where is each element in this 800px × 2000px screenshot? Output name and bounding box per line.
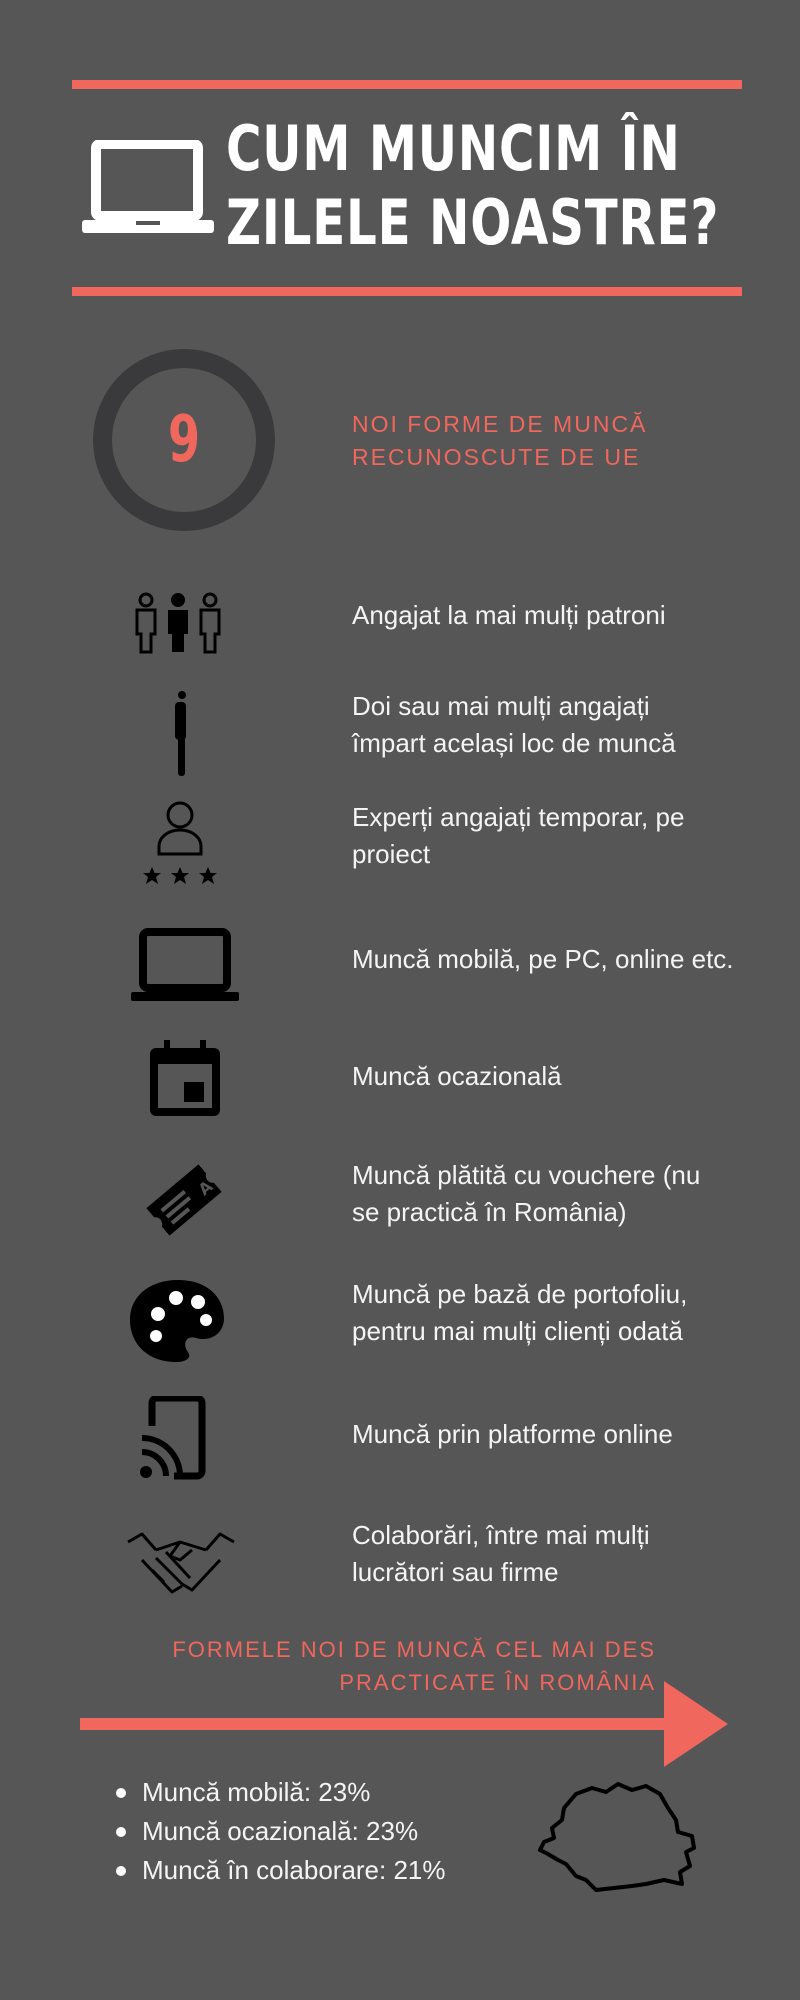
- arrow-bar: [80, 1718, 680, 1730]
- person-side-icon: [168, 690, 192, 776]
- romania-map-icon: [536, 1780, 700, 1892]
- item-multiple-employers: Angajat la mai mulți patroni: [352, 600, 666, 630]
- item-collaborations: Colaborări, între mai mulți lucrători sau firme: [352, 1520, 650, 1587]
- arrow-head: [664, 1681, 728, 1767]
- stat-item: Muncă mobilă: 23%: [112, 1773, 446, 1812]
- tap-device-icon: [140, 1396, 206, 1480]
- counter-label: NOI FORME DE MUNCĂ RECUNOSCUTE DE UE: [352, 411, 648, 470]
- counter-value: 9: [167, 403, 201, 477]
- top-divider: [72, 80, 742, 89]
- item-mobile-work: Muncă mobilă, pe PC, online etc.: [352, 944, 734, 974]
- expert-rating-icon: [143, 800, 217, 886]
- page-title: CUM MUNCIM ÎN ZILELE NOASTRE?: [226, 112, 720, 259]
- item-occasional-work: Muncă ocazională: [352, 1061, 562, 1091]
- stat-item: Muncă în colaborare: 21%: [112, 1851, 446, 1890]
- calendar-icon: [148, 1040, 222, 1118]
- romania-stats-list: [112, 1773, 446, 1890]
- handshake-icon: [126, 1530, 236, 1598]
- romania-section-title: FORMELE NOI DE MUNCĂ CEL MAI DES PRACTICATE ÎN ROMÂNIA: [172, 1637, 656, 1695]
- svg-text:A: A: [194, 1176, 217, 1200]
- item-portfolio-work: Muncă pe bază de portofoliu, pentru mai mulți clienți odată: [352, 1279, 688, 1346]
- item-temporary-experts: Experți angajați temporar, pe proiect: [352, 802, 685, 869]
- palette-icon: [128, 1278, 226, 1364]
- item-online-platforms: Muncă prin platforme online: [352, 1419, 673, 1449]
- bottom-divider: [72, 287, 742, 296]
- stat-item: Muncă ocazională: 23%: [112, 1812, 446, 1851]
- laptop-icon: [131, 928, 239, 1002]
- laptop-icon: [82, 140, 214, 235]
- three-people-icon: [132, 592, 224, 654]
- item-voucher-work: Muncă plătită cu vouchere (nu se practică în România): [352, 1160, 701, 1227]
- item-job-sharing: Doi sau mai mulți angajați împart același loc de muncă: [352, 691, 676, 758]
- ticket-icon: [136, 1152, 232, 1248]
